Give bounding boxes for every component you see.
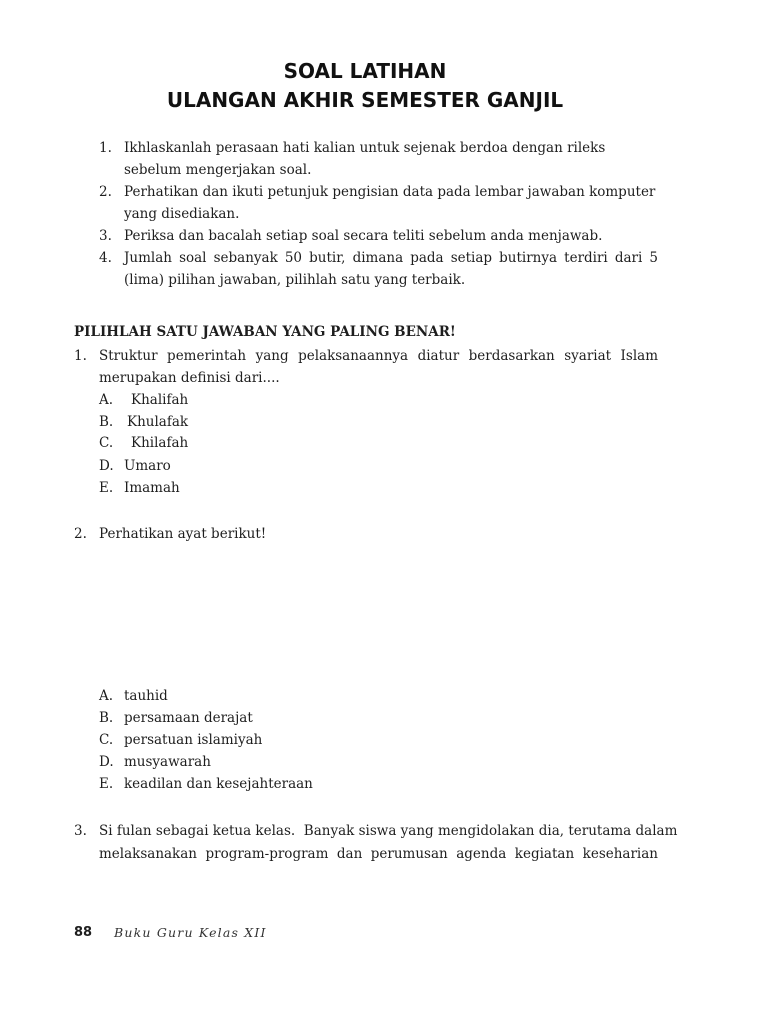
instruction-line: Jumlah soal sebanyak 50 butir, dimana pada setiap butirnya terdiri dari 5 <box>124 250 658 266</box>
instruction-line: Ikhlaskanlah perasaan hati kalian untuk sejenak berdoa dengan rileks <box>124 140 606 156</box>
option-letter: E. <box>99 776 114 792</box>
instruction-line: (lima) pilihan jawaban, pilihlah satu yang terbaik. <box>124 272 466 288</box>
question-number: 1. <box>74 348 87 364</box>
option-letter: B. <box>99 710 114 726</box>
instruction-line: sebelum mengerjakan soal. <box>124 162 312 178</box>
instruction-number: 1. <box>99 140 112 156</box>
option-letter: D. <box>99 754 114 770</box>
option-text: musyawarah <box>124 754 211 770</box>
question-text-line: Perhatikan ayat berikut! <box>99 526 267 542</box>
option-letter: C. <box>99 435 114 451</box>
instruction-number: 4. <box>99 250 112 266</box>
option-text: tauhid <box>124 688 168 704</box>
option-letter: A. <box>99 392 114 408</box>
instruction-number: 3. <box>99 228 112 244</box>
question-text-line: merupakan definisi dari.... <box>99 370 280 386</box>
question-text-line: melaksanakan program-program dan perumusan agenda kegiatan keseharian <box>99 846 658 862</box>
instruction-line: Periksa dan bacalah setiap soal secara teliti sebelum anda menjawab. <box>124 228 603 244</box>
option-text: Khalifah <box>131 392 189 408</box>
question-number: 2. <box>74 526 87 542</box>
option-letter: A. <box>99 688 114 704</box>
option-text: keadilan dan kesejahteraan <box>124 776 313 792</box>
option-letter: E. <box>99 480 114 496</box>
option-letter: C. <box>99 732 114 748</box>
instruction-line: yang disediakan. <box>124 206 240 222</box>
instruction-line: Perhatikan dan ikuti petunjuk pengisian data pada lembar jawaban komputer <box>124 184 656 200</box>
option-text: Imamah <box>124 480 180 496</box>
option-text: Khulafak <box>127 414 189 430</box>
page-subtitle: ULANGAN AKHIR SEMESTER GANJIL <box>166 88 564 112</box>
section-heading: PILIHLAH SATU JAWABAN YANG PALING BENAR! <box>74 324 456 340</box>
option-letter: D. <box>99 458 114 474</box>
option-letter: B. <box>99 414 114 430</box>
option-text: persatuan islamiyah <box>124 732 263 748</box>
option-text: Khilafah <box>131 435 189 451</box>
option-text: Umaro <box>124 458 171 474</box>
instruction-number: 2. <box>99 184 112 200</box>
question-text-line: Struktur pemerintah yang pelaksanaannya diatur berdasarkan syariat Islam <box>99 348 658 364</box>
option-text: persamaan derajat <box>124 710 253 726</box>
running-footer-title: Buku Guru Kelas XII <box>114 925 267 940</box>
page-number: 88 <box>74 925 93 940</box>
question-number: 3. <box>74 823 87 839</box>
question-text-line: Si fulan sebagai ketua kelas. Banyak siswa yang mengidolakan dia, terutama dalam <box>99 823 678 839</box>
page-title: SOAL LATIHAN <box>283 59 447 83</box>
